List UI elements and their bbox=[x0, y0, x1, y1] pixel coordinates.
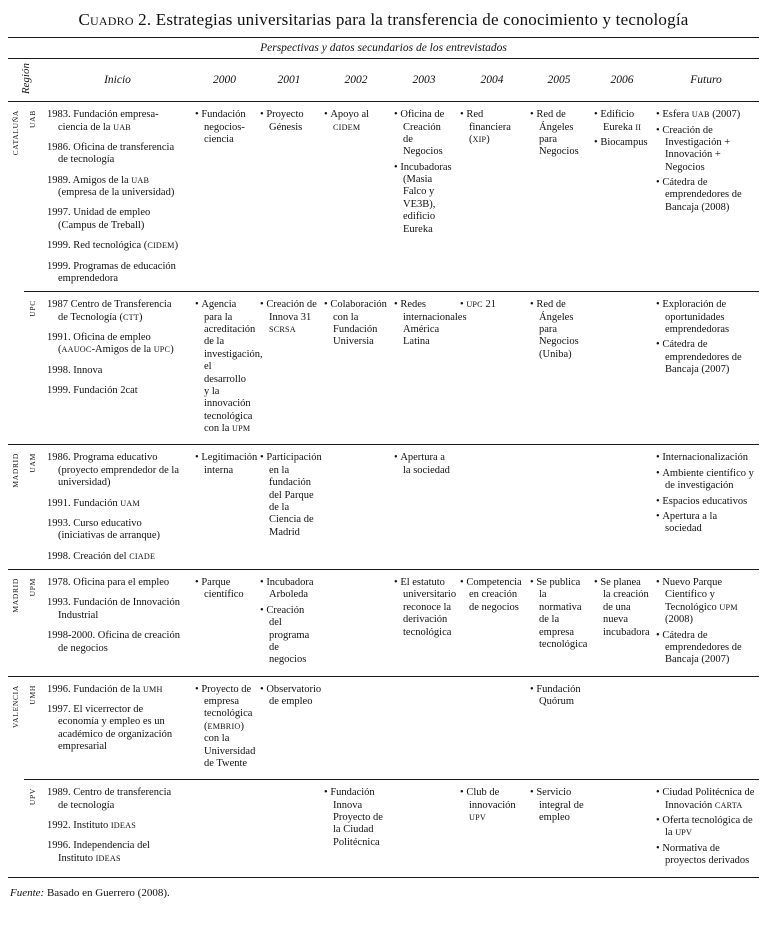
table-number: Cuadro 2. bbox=[78, 10, 152, 29]
region-cell bbox=[8, 570, 24, 677]
bullet-item: • Observatorio de empleo bbox=[260, 684, 317, 709]
bullet-item: • Red financiera (XIP) bbox=[460, 109, 523, 146]
university-label: UPV bbox=[28, 788, 38, 806]
bullet-item: • Participación en la fundación del Parque de la Ciencia de Madrid bbox=[260, 452, 317, 539]
bullet-item: • Oferta tecnológica de la UPV bbox=[656, 815, 755, 840]
table-row bbox=[8, 445, 759, 570]
table-row bbox=[8, 676, 759, 780]
year-cell-2000 bbox=[192, 445, 257, 570]
milestone-entry: 1998-2000. Oficina de creación de negocios bbox=[47, 630, 180, 654]
year-cell-2001 bbox=[257, 780, 321, 877]
futuro-cell bbox=[653, 292, 759, 445]
university-label: UPM bbox=[28, 578, 38, 597]
year-cell-2002 bbox=[321, 780, 391, 877]
year-cell-2004 bbox=[457, 676, 527, 780]
year-cell-2003 bbox=[391, 102, 457, 292]
bullet-item: • Red de Ángeles para Negocios bbox=[530, 109, 587, 159]
inicio-cell bbox=[43, 780, 192, 877]
bullet-item: • Creación del programa de negocios bbox=[260, 605, 317, 667]
milestone-entry: 1998. Innova bbox=[47, 364, 103, 376]
year-cell-2001 bbox=[257, 102, 321, 292]
column-header-inicio: Inicio bbox=[43, 59, 192, 102]
bullet-item: • Fundación Quórum bbox=[530, 684, 587, 709]
table-title bbox=[8, 10, 759, 30]
year-cell-2000 bbox=[192, 570, 257, 677]
milestone-entry: 1993. Fundación de Innovación Industrial bbox=[47, 597, 180, 621]
year-cell-2002 bbox=[321, 292, 391, 445]
bullet-item: • Creación de Investigación + Innovación + Negocios bbox=[656, 125, 755, 175]
milestone-entry: 1997. Unidad de empleo (Campus de Treball) bbox=[47, 207, 151, 231]
inicio-cell bbox=[43, 445, 192, 570]
year-cell-2006 bbox=[591, 102, 653, 292]
title-text: Estrategias universitarias para la transferencia de conocimiento y tecnología bbox=[155, 10, 689, 29]
year-cell-2006 bbox=[591, 445, 653, 570]
year-cell-2000 bbox=[192, 676, 257, 780]
bullet-item: • Se planea la creación de una nueva incubadora bbox=[594, 577, 649, 639]
year-cell-2006 bbox=[591, 570, 653, 677]
bullet-item: • Club de innovación UPV bbox=[460, 787, 523, 824]
year-cell-2006 bbox=[591, 780, 653, 877]
bullet-item: • Proyecto de empresa tecnológica (EMBRIO) con la Universidad de Twente bbox=[195, 684, 253, 771]
table-row bbox=[8, 102, 759, 292]
region-label: CATALUÑA bbox=[10, 110, 20, 156]
futuro-cell bbox=[653, 676, 759, 780]
milestone-entry: 1999. Red tecnológica (CIDEM) bbox=[47, 240, 179, 252]
bullet-item: • Incubadoras (Masia Falco y VE3B), edificio Eureka bbox=[394, 162, 453, 236]
bullet-item: • Incubadora Arboleda bbox=[260, 577, 317, 602]
milestone-entry: 1998. Creación del CIADE bbox=[47, 550, 156, 562]
column-header-2001: 2001 bbox=[257, 59, 321, 102]
futuro-cell bbox=[653, 445, 759, 570]
year-cell-2004 bbox=[457, 780, 527, 877]
year-cell-2003 bbox=[391, 780, 457, 877]
column-header-2000: 2000 bbox=[192, 59, 257, 102]
bullet-item: • El estatuto universitario reconoce la derivación tecnológica bbox=[394, 577, 453, 639]
university-label: UMH bbox=[28, 684, 38, 705]
year-cell-2003 bbox=[391, 570, 457, 677]
bullet-item: • Cátedra de emprendedores de Bancaja (2007) bbox=[656, 630, 755, 667]
bullet-item: • Redes internacionales América Latina bbox=[394, 299, 453, 349]
inicio-cell bbox=[43, 676, 192, 780]
bullet-item: • Apertura a la sociedad bbox=[656, 511, 755, 536]
bullet-item: • Agencia para la acreditación de la investigación, el desarrollo y la innovación tecnológica con la UPM bbox=[195, 299, 253, 435]
year-cell-2005 bbox=[527, 570, 591, 677]
region-label: MADRID bbox=[10, 578, 20, 613]
region-cell bbox=[8, 676, 24, 877]
year-cell-2004 bbox=[457, 292, 527, 445]
bullet-item: • Legitimación interna bbox=[195, 452, 253, 477]
year-cell-2006 bbox=[591, 676, 653, 780]
strategies-table bbox=[8, 59, 759, 878]
year-cell-2004 bbox=[457, 445, 527, 570]
bullet-item: • Biocampus bbox=[594, 137, 649, 149]
milestone-entry: 1987 Centro de Transferencia de Tecnología (CTT) bbox=[47, 299, 172, 323]
inicio-cell bbox=[43, 292, 192, 445]
column-header-region-cell bbox=[8, 59, 43, 102]
year-cell-2001 bbox=[257, 292, 321, 445]
year-cell-2003 bbox=[391, 292, 467, 445]
bullet-item: • Apertura a la sociedad bbox=[394, 452, 453, 477]
university-cell bbox=[24, 780, 43, 877]
year-cell-2001 bbox=[257, 570, 321, 677]
column-header-2003: 2003 bbox=[391, 59, 457, 102]
region-label: MADRID bbox=[10, 453, 20, 489]
bullet-item: • Edificio Eureka II bbox=[594, 109, 649, 134]
bullet-item: • Normativa de proyectos derivados bbox=[656, 843, 755, 868]
year-cell-2001 bbox=[257, 445, 321, 570]
university-label: UAM bbox=[28, 453, 38, 474]
year-cell-2002 bbox=[321, 102, 391, 292]
bullet-item: • Competencia en creación de negocios bbox=[460, 577, 523, 614]
bullet-item: • Cátedra de emprendedores de Bancaja (2008) bbox=[656, 177, 755, 214]
bullet-item: • Espacios educativos bbox=[656, 496, 755, 508]
milestone-entry: 1991. Fundación UAM bbox=[47, 497, 140, 509]
university-label: UPC bbox=[28, 300, 38, 317]
university-cell bbox=[24, 570, 43, 677]
milestone-entry: 1997. El vicerrector de economía y empleo es un académico de organización empresarial bbox=[47, 704, 173, 753]
source-text: Basado en Guerrero (2008). bbox=[44, 886, 170, 899]
milestone-entry: 1978. Oficina para el empleo bbox=[47, 577, 170, 589]
milestone-entry: 1992. Instituto IDEAS bbox=[47, 820, 136, 832]
source-label: Fuente: bbox=[10, 886, 45, 899]
year-cell-2004 bbox=[457, 570, 527, 677]
table-row bbox=[8, 570, 759, 677]
region-cell bbox=[8, 445, 24, 570]
year-cell-2002 bbox=[321, 676, 391, 780]
bullet-item: • Parque científico bbox=[195, 577, 253, 602]
year-cell-2000 bbox=[192, 780, 257, 877]
table-subtitle: Perspectivas y datos secundarios de los entrevistados bbox=[8, 37, 759, 59]
bullet-item: • Apoyo al CIDEM bbox=[324, 109, 387, 134]
futuro-cell bbox=[653, 780, 759, 877]
year-cell-2002 bbox=[321, 570, 391, 677]
futuro-cell bbox=[653, 570, 759, 677]
bullet-item: • Nuevo Parque Científico y Tecnológico UPM (2008) bbox=[656, 577, 755, 627]
bullet-item: • Red de Ángeles para Negocios (Uniba) bbox=[530, 299, 587, 361]
milestone-entry: 1999. Fundación 2cat bbox=[47, 385, 138, 397]
year-cell-2003 bbox=[391, 676, 457, 780]
bullet-item: • Cátedra de emprendedores de Bancaja (2007) bbox=[656, 339, 755, 376]
university-cell bbox=[24, 676, 43, 780]
year-cell-2000 bbox=[192, 102, 257, 292]
bullet-item: • Fundación Innova Proyecto de la Ciudad Politécnica bbox=[324, 787, 387, 849]
bullet-item: • Servicio integral de empleo bbox=[530, 787, 587, 824]
source-note bbox=[8, 887, 759, 899]
table-row bbox=[8, 292, 759, 445]
milestone-entry: 1993. Curso educativo (iniciativas de arranque) bbox=[47, 517, 161, 542]
inicio-cell bbox=[43, 570, 192, 677]
bullet-item: • Colaboración con la Fundación Universia bbox=[324, 299, 387, 349]
year-cell-2001 bbox=[257, 676, 321, 780]
milestone-entry: 1989. Amigos de la UAB (empresa de la universidad) bbox=[47, 174, 175, 199]
year-cell-2006 bbox=[591, 292, 653, 445]
year-cell-2003 bbox=[391, 445, 457, 570]
column-header-2002: 2002 bbox=[321, 59, 391, 102]
year-cell-2005 bbox=[527, 102, 591, 292]
header-row bbox=[8, 59, 759, 102]
milestone-entry: 1999. Programas de educación emprendedora bbox=[47, 260, 176, 284]
column-header-2006: 2006 bbox=[591, 59, 653, 102]
bullet-item: • Creación de Innova 31 SCRSA bbox=[260, 299, 317, 336]
milestone-entry: 1991. Oficina de empleo (AAUOC-Amigos de la UPC) bbox=[47, 332, 174, 356]
year-cell-2005 bbox=[527, 780, 591, 877]
futuro-cell bbox=[653, 102, 759, 292]
bullet-item: • Esfera UAB (2007) bbox=[656, 109, 755, 121]
university-cell bbox=[24, 445, 43, 570]
milestone-entry: 1996. Independencia del Instituto IDEAS bbox=[47, 840, 150, 864]
table-header bbox=[8, 59, 759, 102]
milestone-entry: 1996. Fundación de la UMH bbox=[47, 683, 163, 695]
milestone-entry: 1983. Fundación empresa-ciencia de la UAB bbox=[47, 109, 159, 133]
bullet-item: • Fundación negocios-ciencia bbox=[195, 109, 253, 146]
bullet-item: • Proyecto Génesis bbox=[260, 109, 317, 134]
bullet-item: • Exploración de oportunidades emprendedoras bbox=[656, 299, 755, 336]
table-row bbox=[8, 780, 759, 877]
bullet-item: • Se publica la normativa de la empresa tecnológica bbox=[530, 577, 587, 651]
bullet-item: • UPC 21 bbox=[460, 299, 523, 311]
bullet-item: • Internacionalización bbox=[656, 452, 755, 464]
bullet-item: • Ciudad Politécnica de Innovación CARTA bbox=[656, 787, 755, 812]
year-cell-2005 bbox=[527, 445, 591, 570]
inicio-cell bbox=[43, 102, 192, 292]
region-label: VALENCIA bbox=[10, 684, 20, 728]
university-label: UAB bbox=[28, 110, 38, 129]
year-cell-2005 bbox=[527, 676, 591, 780]
column-header-region: Región bbox=[19, 63, 32, 95]
bullet-item: • Oficina de Creación de Negocios bbox=[394, 109, 453, 159]
bullet-item: • Ambiente científico y de investigación bbox=[656, 468, 755, 493]
milestone-entry: 1986. Programa educativo (proyecto emprendedor de la universidad) bbox=[47, 452, 179, 489]
milestone-entry: 1986. Oficina de transferencia de tecnología bbox=[47, 141, 175, 166]
milestone-entry: 1989. Centro de transferencia de tecnología bbox=[47, 787, 172, 811]
region-cell bbox=[8, 102, 24, 445]
column-header-futuro: Futuro bbox=[653, 59, 759, 102]
year-cell-2004 bbox=[457, 102, 527, 292]
university-cell bbox=[24, 292, 43, 445]
year-cell-2002 bbox=[321, 445, 391, 570]
year-cell-2000 bbox=[192, 292, 263, 445]
column-header-2004: 2004 bbox=[457, 59, 527, 102]
column-header-2005: 2005 bbox=[527, 59, 591, 102]
university-cell bbox=[24, 102, 43, 292]
table-body bbox=[8, 102, 759, 877]
year-cell-2005 bbox=[527, 292, 591, 445]
